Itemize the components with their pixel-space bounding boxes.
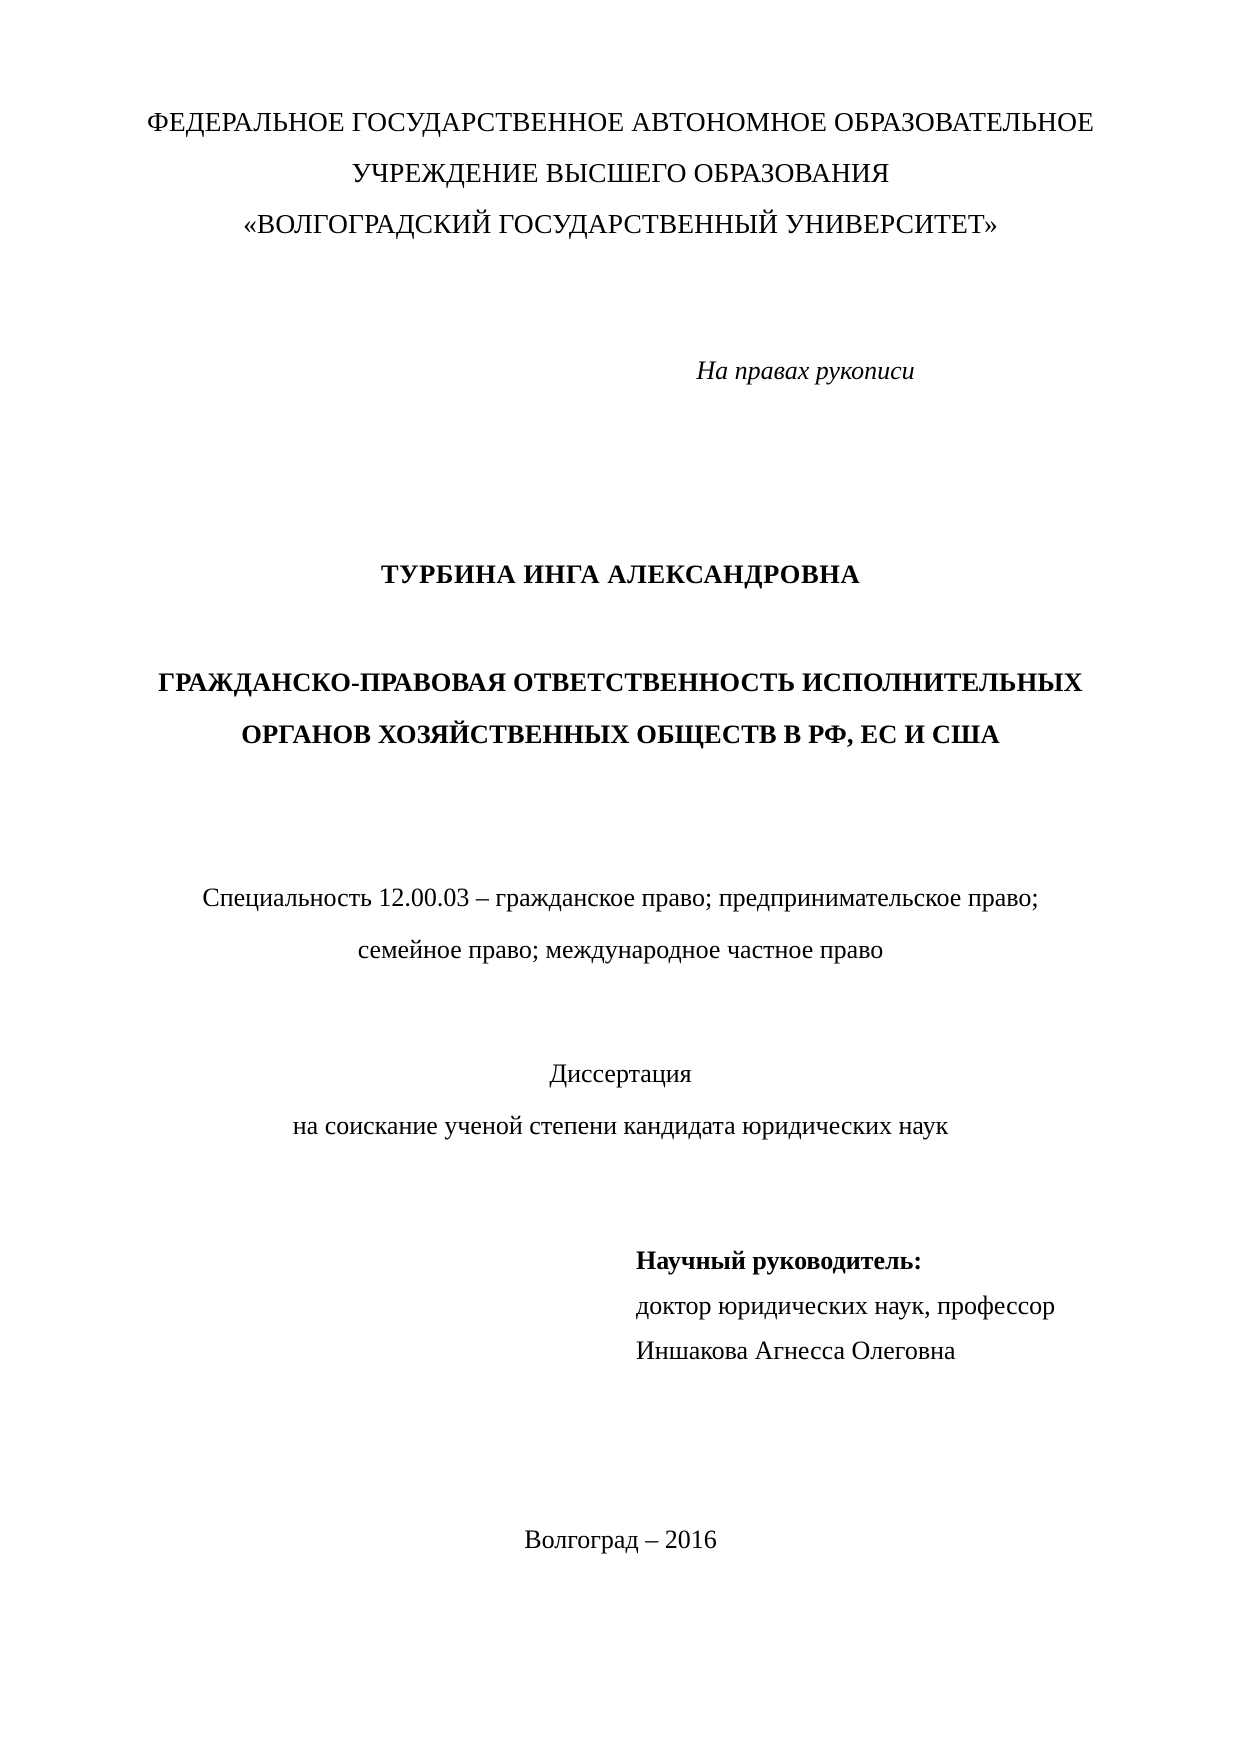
author-name-text: ТУРБИНА ИНГА АЛЕКСАНДРОВНА	[380, 559, 861, 589]
supervisor-label: Научный руководитель:	[636, 1246, 922, 1275]
page-footer	[0, 1524, 1241, 1556]
supervisor-degree: доктор юридических наук, профессор	[636, 1291, 1056, 1320]
organization-line-1: ФЕДЕРАЛЬНОЕ ГОСУДАРСТВЕННОЕ АВТОНОМНОЕ ОБРАЗОВАТЕЛЬНОЕ	[147, 106, 1094, 137]
dissertation-title	[0, 656, 1241, 760]
city-year-text: Волгоград – 2016	[524, 1525, 717, 1554]
supervisor-name: Иншакова Агнесса Олеговна	[636, 1336, 956, 1365]
dissertation-kind-block	[0, 1048, 1241, 1152]
dissertation-kind-label: Диссертация	[549, 1059, 692, 1088]
author-name	[0, 558, 1241, 590]
manuscript-note	[0, 356, 1241, 386]
manuscript-note-text: На правах рукописи	[696, 356, 915, 385]
supervisor-block	[636, 1238, 1096, 1373]
organization-header	[0, 96, 1241, 249]
dissertation-title-line-1: ГРАЖДАНСКО-ПРАВОВАЯ ОТВЕТСТВЕННОСТЬ ИСПОЛНИТЕЛЬНЫХ	[158, 667, 1083, 697]
organization-line-3: «ВОЛГОГРАДСКИЙ ГОСУДАРСТВЕННЫЙ УНИВЕРСИТЕТ»	[243, 208, 998, 239]
specialty-line-2: семейное право; международное частное право	[357, 935, 884, 964]
dissertation-title-line-2: ОРГАНОВ ХОЗЯЙСТВЕННЫХ ОБЩЕСТВ В РФ, ЕС И США	[241, 719, 1000, 749]
specialty-block	[0, 872, 1241, 976]
organization-line-2: УЧРЕЖДЕНИЕ ВЫСШЕГО ОБРАЗОВАНИЯ	[351, 157, 890, 188]
specialty-line-1: Специальность 12.00.03 – гражданское право; предпринимательское право;	[202, 883, 1039, 912]
dissertation-degree-text: на соискание ученой степени кандидата юридических наук	[292, 1111, 949, 1140]
